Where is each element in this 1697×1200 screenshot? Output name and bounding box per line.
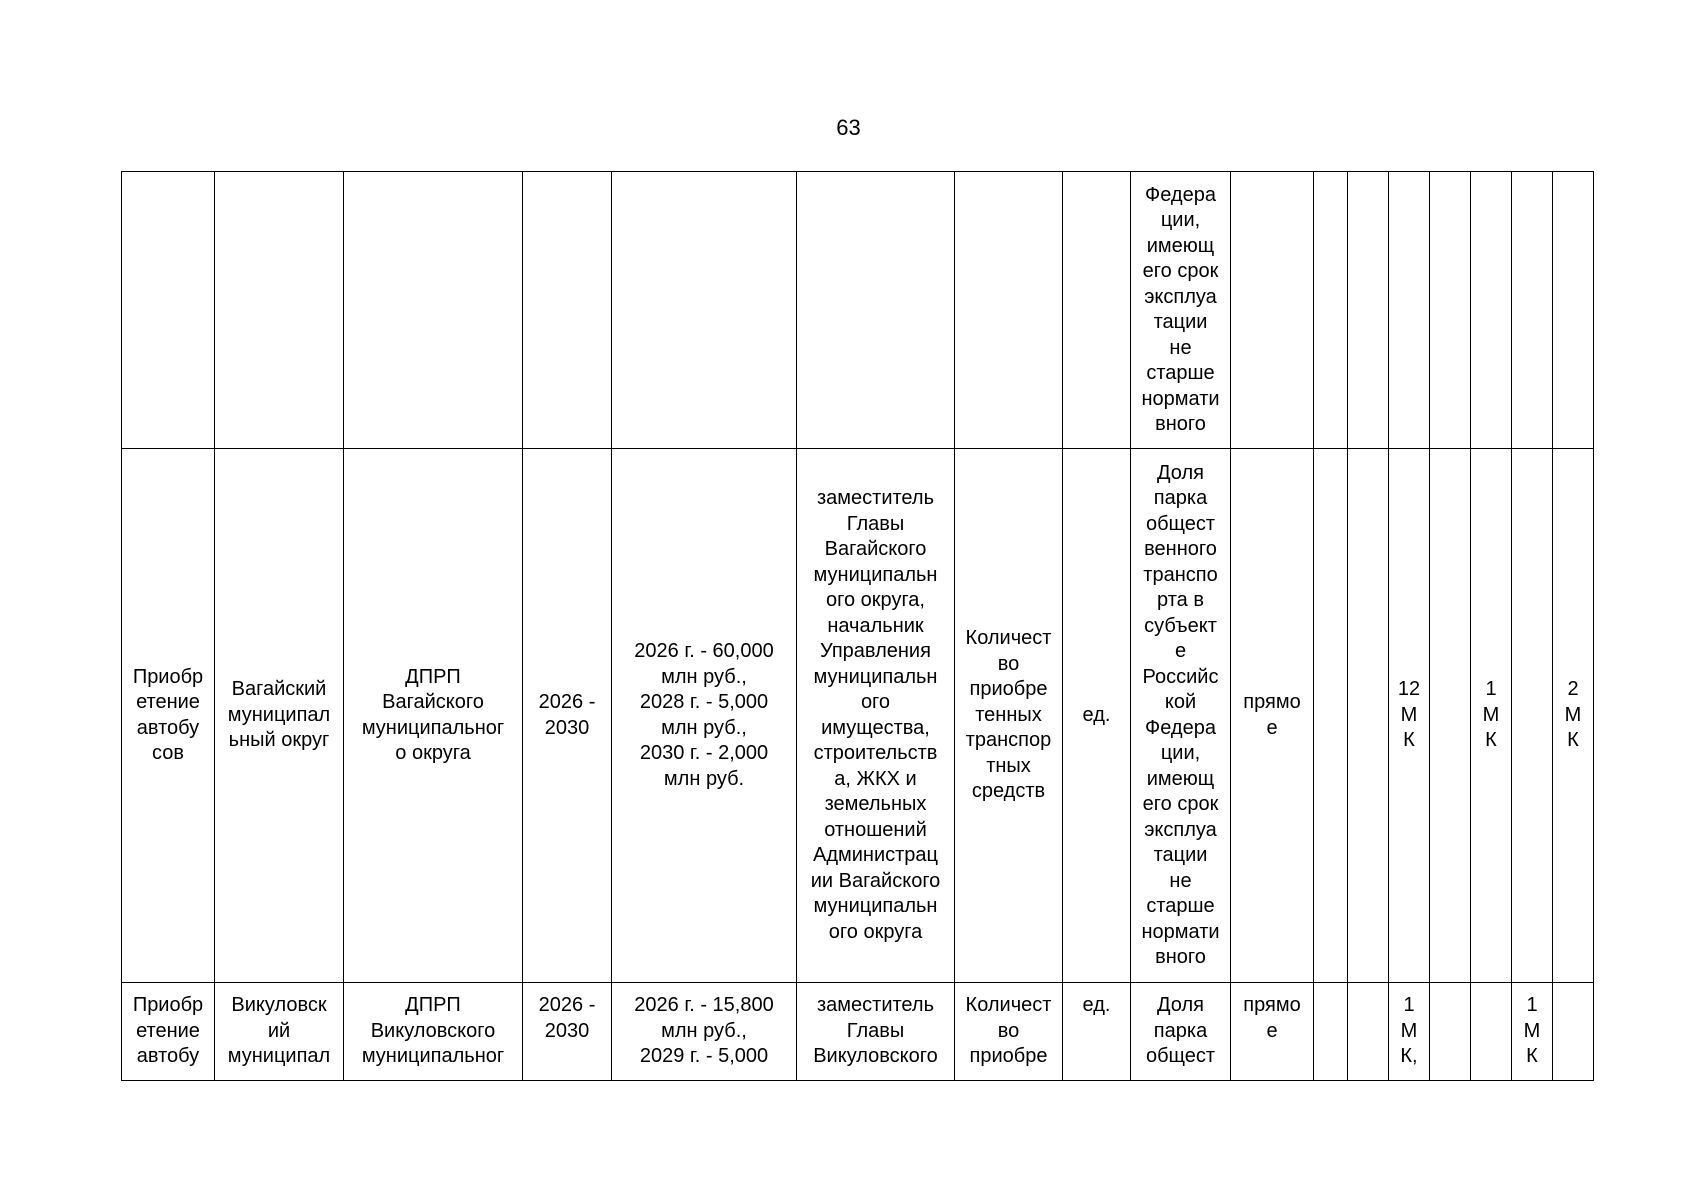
table-cell: Количест во приобре тенных транспор тных средств — [955, 449, 1063, 983]
table-cell — [122, 172, 215, 449]
table-cell: 1 М К, — [1389, 983, 1430, 1081]
table-cell: Федера ции, имеющ его срок эксплуа тации не старше нормати вного — [1131, 172, 1231, 449]
table-cell: Доля парка общест — [1131, 983, 1231, 1081]
table-cell — [1430, 172, 1471, 449]
table-cell — [215, 172, 344, 449]
page-number: 63 — [836, 115, 861, 140]
table-cell — [1430, 449, 1471, 983]
table-cell: 12 М К — [1389, 449, 1430, 983]
table-cell: ед. — [1063, 449, 1131, 983]
table-cell: 2026 г. - 15,800 млн руб., 2029 г. - 5,000 — [612, 983, 797, 1081]
table-cell — [1512, 172, 1553, 449]
table-cell — [523, 172, 612, 449]
table-cell — [1348, 983, 1389, 1081]
table-cell — [1512, 449, 1553, 983]
table-cell: Приобр етение автобу сов — [122, 449, 215, 983]
table-cell: 2 М К — [1553, 449, 1594, 983]
table-cell: Доля парка общест венного транспо рта в субъект е Российс кой Федера ции, имеющ его срок эксплуа тации не старше нормати вного — [1131, 449, 1231, 983]
table-cell — [1348, 449, 1389, 983]
table-row — [122, 172, 1594, 449]
data-table — [121, 171, 1594, 1081]
table-cell — [955, 172, 1063, 449]
table-cell: 2026 - 2030 — [523, 983, 612, 1081]
table-cell — [1553, 172, 1594, 449]
table-cell — [1314, 983, 1348, 1081]
table-cell — [612, 172, 797, 449]
table-cell: заместитель Главы Вагайского муниципальн ого округа, начальник Управления муниципальн ого имущества, строительств а, ЖКХ и земельных отношений Администрац ии Вагайского муниципальн ого округа — [797, 449, 955, 983]
table-cell: прямо е — [1231, 983, 1314, 1081]
table-cell: 1 М К — [1471, 449, 1512, 983]
table-cell: заместитель Главы Викуловского — [797, 983, 955, 1081]
table-cell — [1430, 983, 1471, 1081]
table-cell — [797, 172, 955, 449]
table-cell: ДПРП Вагайского муниципальног о округа — [344, 449, 523, 983]
table-row — [122, 449, 1594, 983]
table-row — [122, 983, 1594, 1081]
table-cell: 1 М К — [1512, 983, 1553, 1081]
table-cell — [1348, 172, 1389, 449]
table-cell — [1314, 449, 1348, 983]
table-cell — [1389, 172, 1430, 449]
table-cell: Количест во приобре — [955, 983, 1063, 1081]
table-cell — [1231, 172, 1314, 449]
table-cell: Вагайский муниципал ьный округ — [215, 449, 344, 983]
table-cell: Викуловск ий муниципал — [215, 983, 344, 1081]
table-cell: ДПРП Викуловского муниципальног — [344, 983, 523, 1081]
table-cell — [1314, 172, 1348, 449]
table-cell — [1553, 983, 1594, 1081]
table-cell: прямо е — [1231, 449, 1314, 983]
table-cell: 2026 - 2030 — [523, 449, 612, 983]
table-cell — [1471, 172, 1512, 449]
table-cell: Приобр етение автобу — [122, 983, 215, 1081]
table-cell: 2026 г. - 60,000 млн руб., 2028 г. - 5,000 млн руб., 2030 г. - 2,000 млн руб. — [612, 449, 797, 983]
table-cell: ед. — [1063, 983, 1131, 1081]
table-cell — [1471, 983, 1512, 1081]
table-cell — [344, 172, 523, 449]
table-cell — [1063, 172, 1131, 449]
